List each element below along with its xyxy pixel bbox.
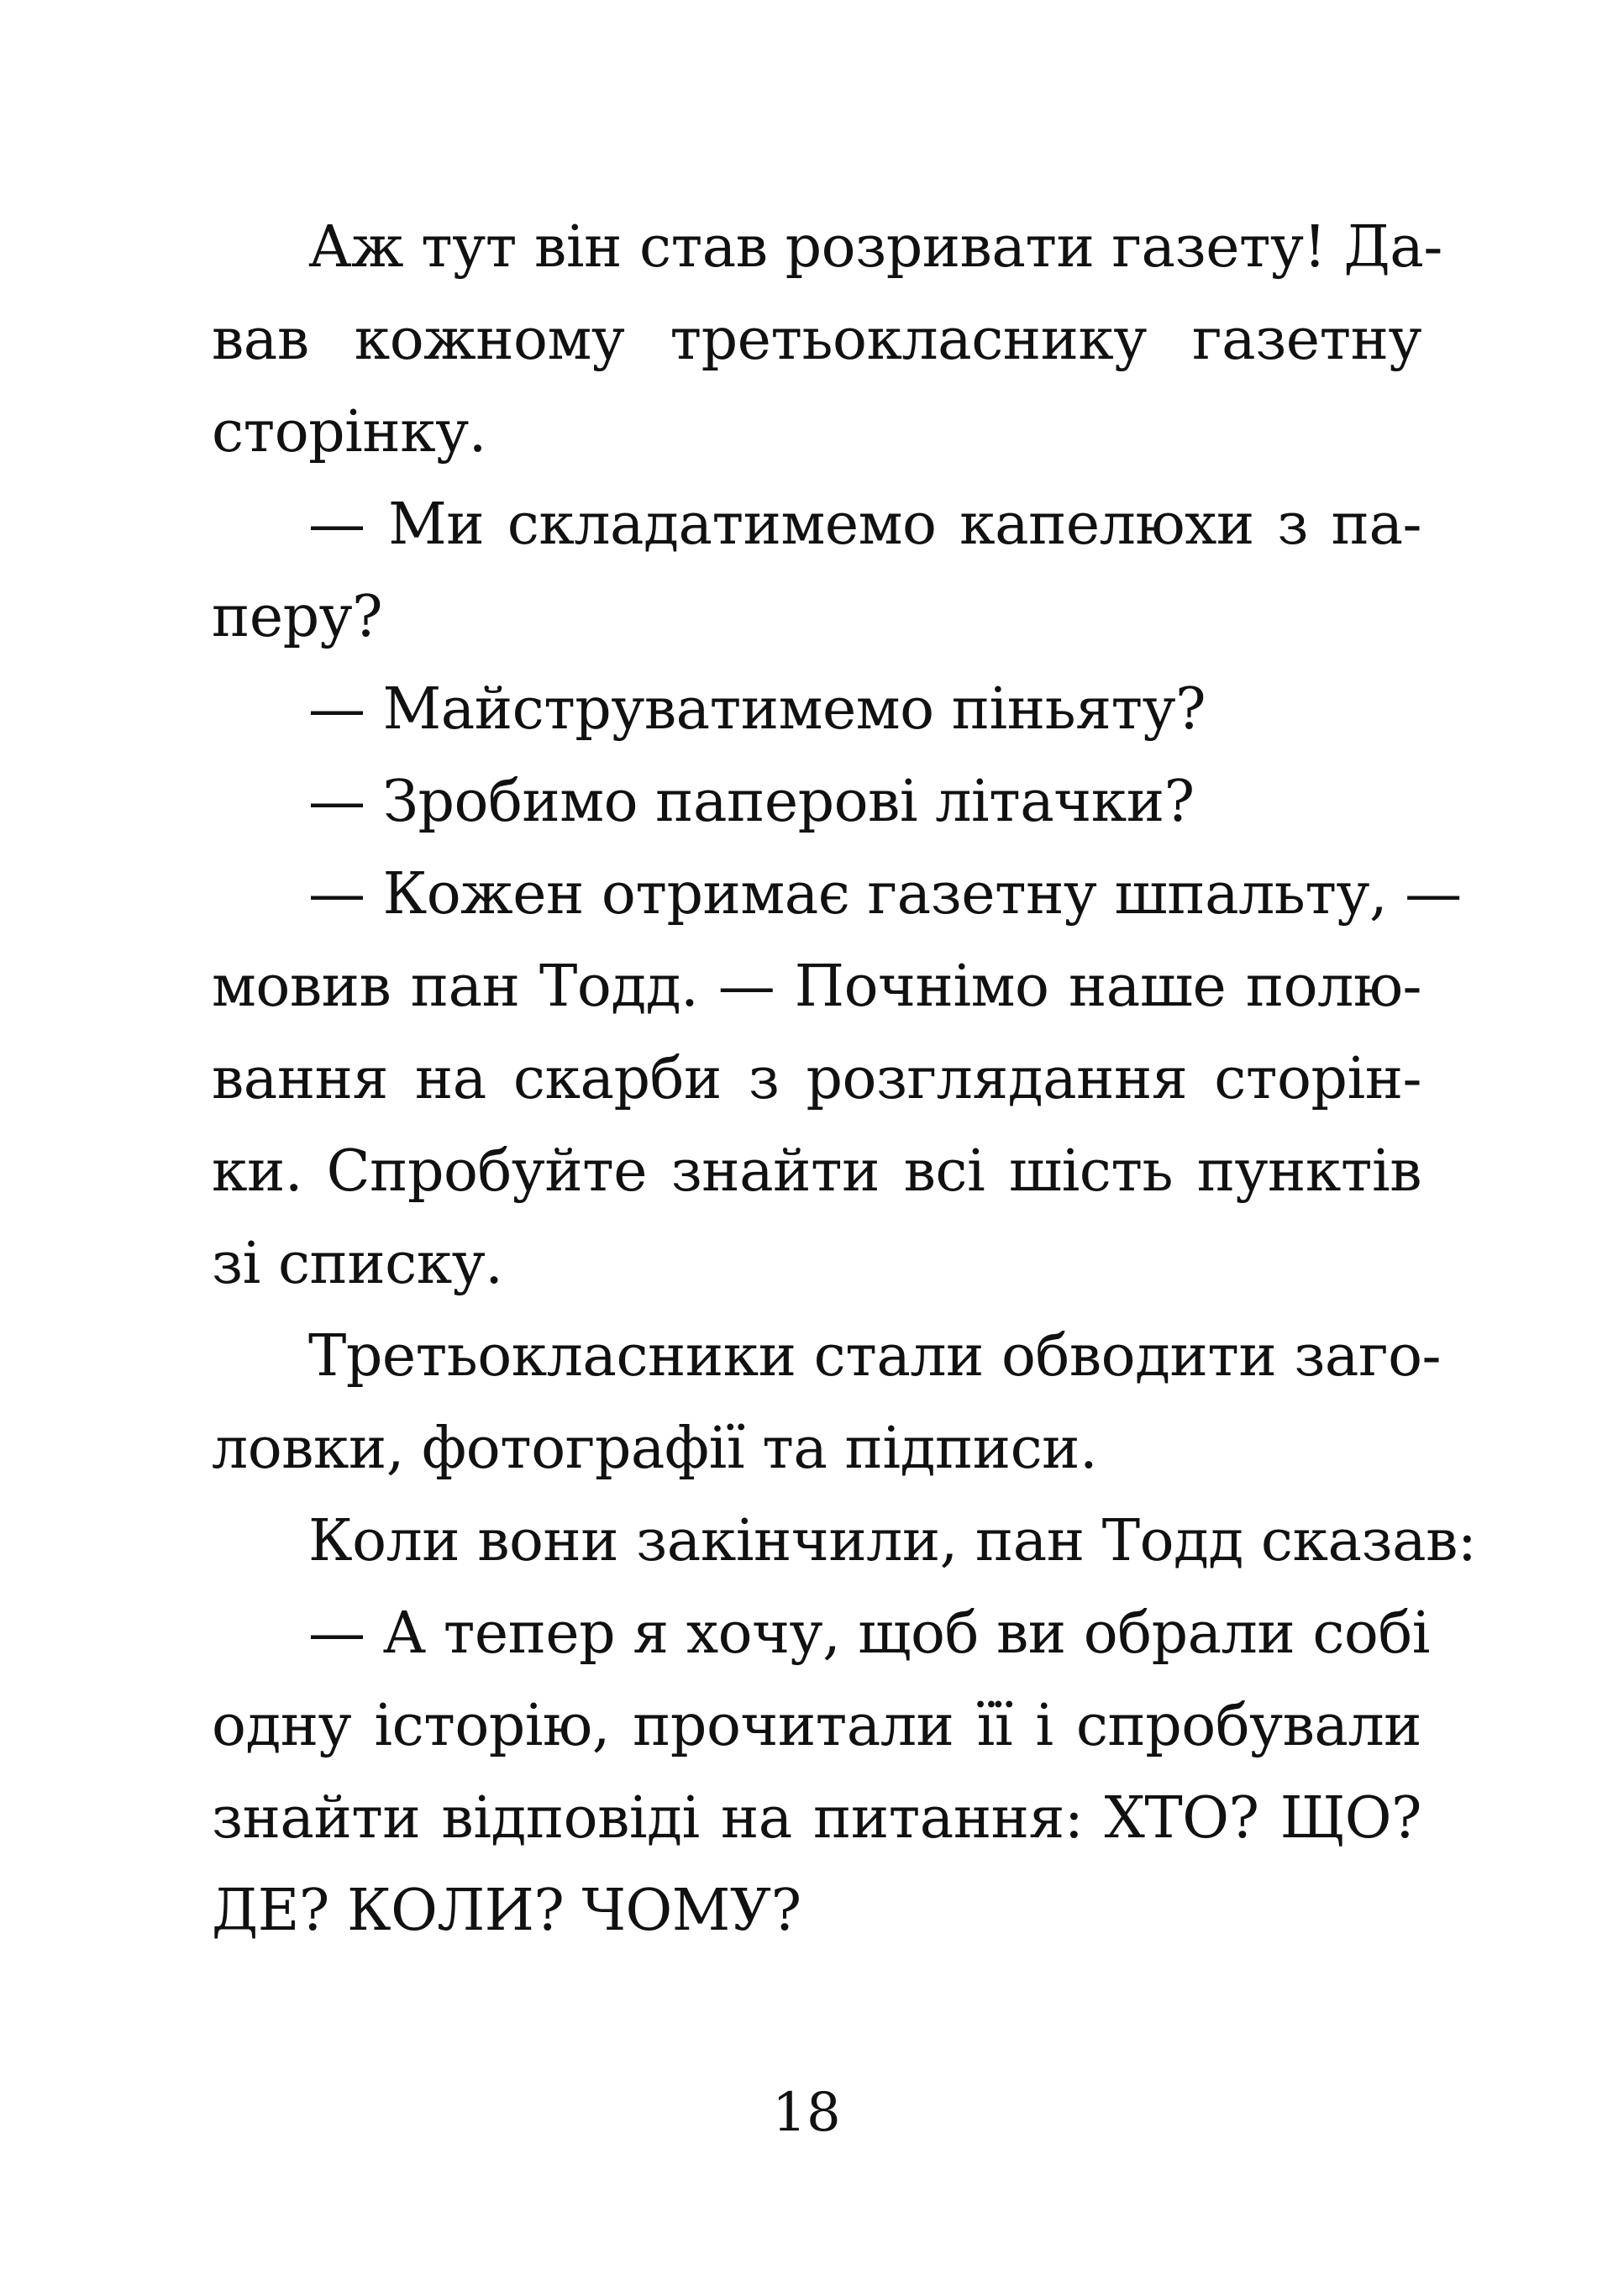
text-line: ловки, фотографії та підписи.	[212, 1416, 1098, 1482]
text-line: Третьокласники стали обводити заго-	[308, 1323, 1442, 1390]
text-line: одну історію, прочитали її і спробували	[212, 1693, 1421, 1759]
text-line: перу?	[212, 584, 383, 650]
text-line: знайти відповіді на питання: ХТО? ЩО?	[212, 1785, 1421, 1852]
text-line: зі списку.	[212, 1231, 503, 1297]
text-line: ки. Спробуйте знайти всі шість пунктів	[212, 1138, 1421, 1205]
text-line: — А тепер я хочу, щоб ви обрали собі	[308, 1600, 1431, 1667]
page-number: 18	[772, 2082, 841, 2144]
text-line: Аж тут він став розривати газету! Да-	[308, 214, 1442, 281]
text-line: — Кожен отримає газетну шпальту, —	[308, 861, 1462, 927]
text-line: мовив пан Тодд. — Почнімо наше полю-	[212, 954, 1421, 1020]
text-line: — Зробимо паперові літачки?	[308, 769, 1195, 835]
text-line: сторінку.	[212, 399, 486, 465]
text-line: — Майструватимемо піньяту?	[308, 676, 1206, 743]
text-line: Коли вони закінчили, пан Тодд сказав:	[308, 1508, 1477, 1574]
text-line: вання на скарби з розглядання сторін-	[212, 1046, 1421, 1112]
text-line: ДЕ? КОЛИ? ЧОМУ?	[212, 1878, 801, 1944]
text-line: — Ми складатимемо капелюхи з па-	[308, 491, 1421, 558]
text-line: вав кожному третьокласнику газетну	[212, 307, 1421, 373]
